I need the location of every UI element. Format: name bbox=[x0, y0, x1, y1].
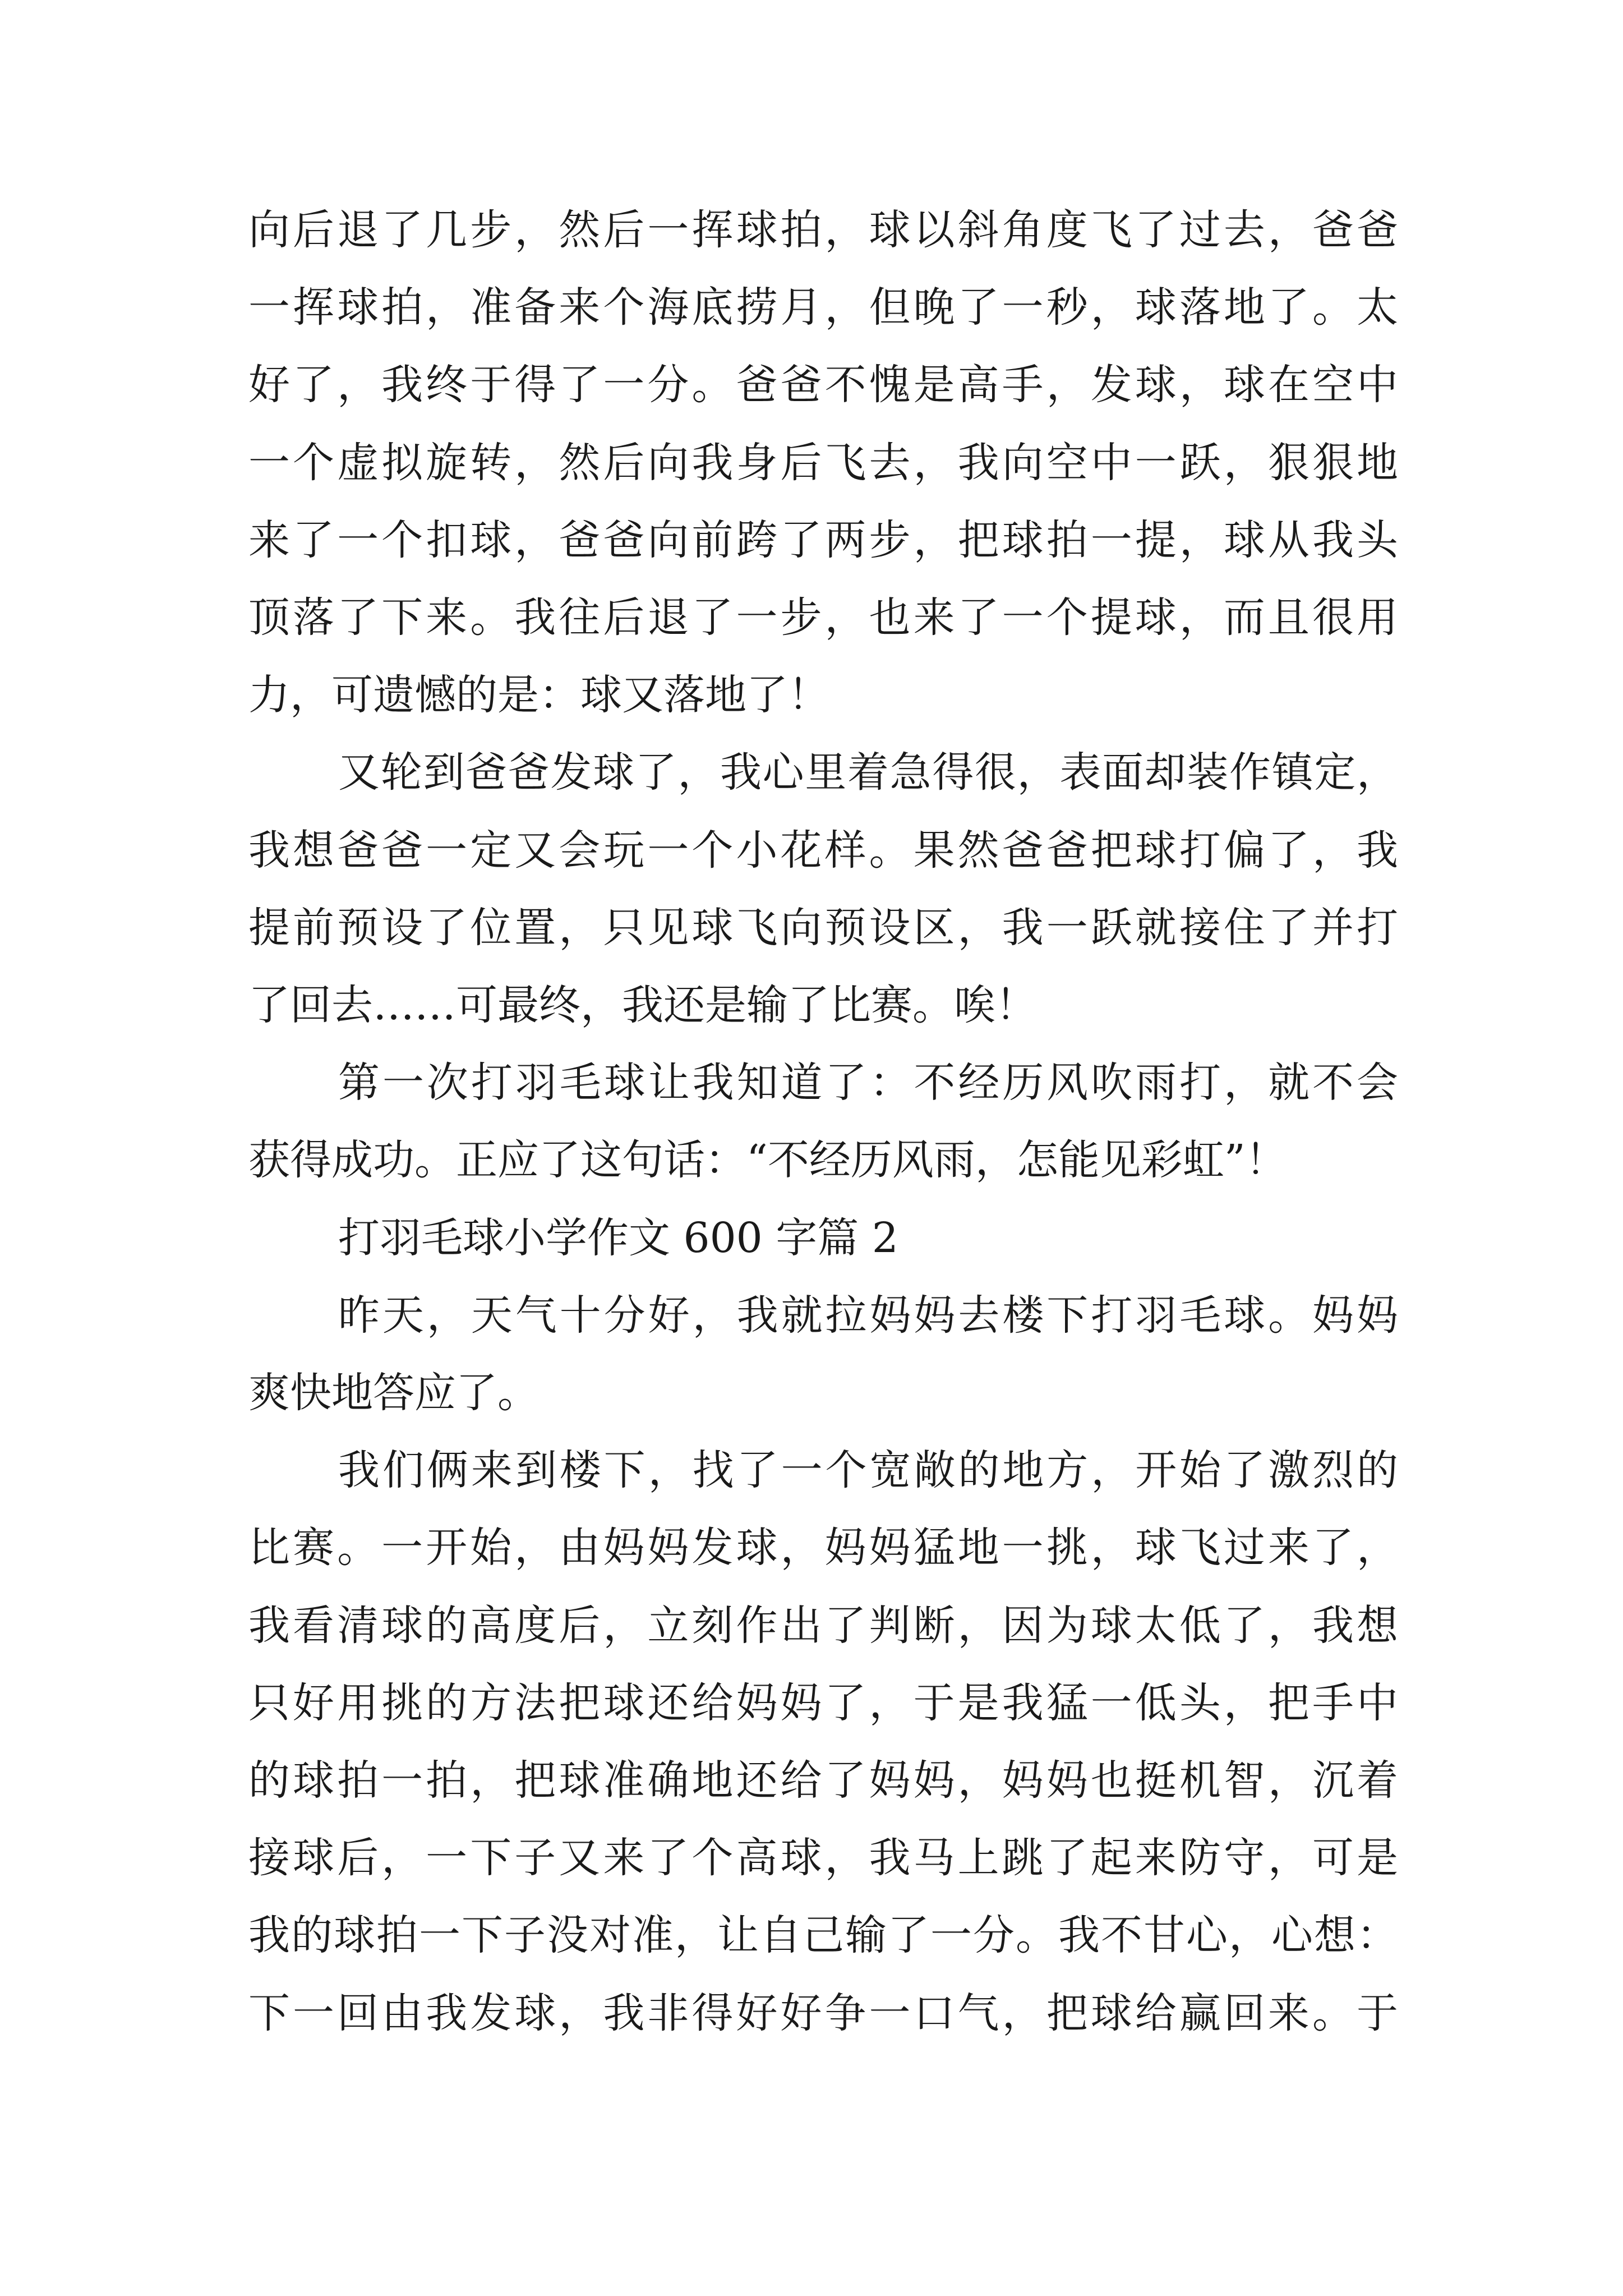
text-line-10: 提前预设了位置，只见球飞向预设区，我一跃就接住了并打 bbox=[248, 904, 1398, 952]
text-line-16: 爽快地答应了。 bbox=[248, 1369, 539, 1417]
text-line-12: 第一次打羽毛球让我知道了：不经历风吹雨打，就不会 bbox=[338, 1059, 1398, 1107]
text-line-22: 接球后，一下子又来了个高球，我马上跳了起来防守，可是 bbox=[248, 1834, 1398, 1882]
text-line-24: 下一回由我发球，我非得好好争一口气，把球给赢回来。于 bbox=[248, 1989, 1398, 2037]
text-line-13: 获得成功。正应了这句话：“不经历风雨，怎能见彩虹”！ bbox=[248, 1136, 1287, 1184]
text-line-2: 一挥球拍，准备来个海底捞月，但晚了一秒，球落地了。太 bbox=[248, 283, 1398, 332]
text-line-18: 比赛。一开始，由妈妈发球，妈妈猛地一挑，球飞过来了， bbox=[248, 1524, 1398, 1572]
text-line-17: 我们俩来到楼下，找了一个宽敞的地方，开始了激烈的 bbox=[338, 1446, 1398, 1494]
text-line-4: 一个虚拟旋转，然后向我身后飞去，我向空中一跃，狠狠地 bbox=[248, 439, 1398, 487]
text-line-23: 我的球拍一下子没对准，让自己输了一分。我不甘心，心想： bbox=[248, 1911, 1398, 1959]
text-line-15: 昨天，天气十分好，我就拉妈妈去楼下打羽毛球。妈妈 bbox=[338, 1291, 1398, 1340]
text-line-8: 又轮到爸爸发球了，我心里着急得很，表面却装作镇定， bbox=[338, 748, 1398, 797]
text-line-9: 我想爸爸一定又会玩一个小花样。果然爸爸把球打偏了，我 bbox=[248, 826, 1398, 875]
text-line-11: 了回去……可最终，我还是输了比赛。唉！ bbox=[248, 981, 1037, 1029]
text-line-7: 力，可遗憾的是：球又落地了！ bbox=[248, 671, 829, 719]
text-line-19: 我看清球的高度后，立刻作出了判断，因为球太低了，我想 bbox=[248, 1602, 1398, 1650]
text-line-5: 来了一个扣球，爸爸向前跨了两步，把球拍一提，球从我头 bbox=[248, 516, 1398, 564]
text-line-20: 只好用挑的方法把球还给妈妈了，于是我猛一低头，把手中 bbox=[248, 1679, 1398, 1727]
text-line-6: 顶落了下来。我往后退了一步，也来了一个提球，而且很用 bbox=[248, 593, 1398, 642]
section-heading: 打羽毛球小学作文 600 字篇 2 bbox=[338, 1214, 898, 1262]
text-line-1: 向后退了几步，然后一挥球拍，球以斜角度飞了过去，爸爸 bbox=[248, 206, 1398, 254]
text-line-21: 的球拍一拍，把球准确地还给了妈妈，妈妈也挺机智，沉着 bbox=[248, 1756, 1398, 1805]
text-line-3: 好了，我终于得了一分。爸爸不愧是高手，发球，球在空中 bbox=[248, 361, 1398, 409]
